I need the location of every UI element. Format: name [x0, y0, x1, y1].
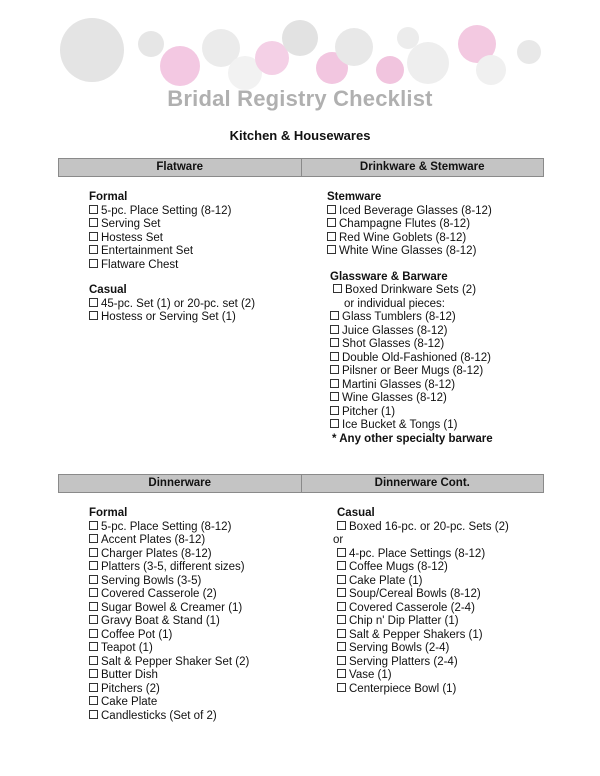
checklist-item[interactable]: Cake Plate	[89, 696, 249, 710]
checkbox-icon[interactable]	[330, 338, 339, 347]
flatware-casual-heading: Casual	[89, 284, 127, 296]
checkbox-icon[interactable]	[89, 602, 98, 611]
checkbox-icon[interactable]	[89, 245, 98, 254]
checklist-item[interactable]: Platters (3-5, different sizes)	[89, 561, 249, 575]
checklist-item[interactable]: Coffee Pot (1)	[89, 629, 249, 643]
checkbox-icon[interactable]	[330, 379, 339, 388]
checkbox-icon[interactable]	[89, 656, 98, 665]
checkbox-icon[interactable]	[89, 259, 98, 268]
checkbox-icon[interactable]	[327, 218, 336, 227]
checklist-item[interactable]: 45-pc. Set (1) or 20-pc. set (2)	[89, 298, 255, 312]
dinnerware-cont-column	[333, 507, 509, 696]
bubble-gray	[476, 55, 506, 85]
dinnerware-casual-heading: Casual	[337, 507, 375, 519]
checklist-item[interactable]: Soup/Cereal Bowls (8-12)	[333, 588, 509, 602]
checklist-item[interactable]: Vase (1)	[333, 669, 509, 683]
checklist-item[interactable]: White Wine Glasses (8-12)	[327, 245, 493, 259]
bubble-gray	[60, 18, 124, 82]
checkbox-icon[interactable]	[89, 669, 98, 678]
bubble-pink	[255, 41, 289, 75]
decorative-bubbles	[0, 0, 600, 100]
page-title: Bridal Registry Checklist	[167, 86, 433, 111]
checkbox-icon[interactable]	[89, 561, 98, 570]
flatware-header: Flatware	[156, 161, 204, 173]
checklist-item[interactable]: Covered Casserole (2-4)	[333, 602, 509, 616]
checklist-item[interactable]: Charger Plates (8-12)	[89, 548, 249, 562]
checkbox-icon[interactable]	[333, 284, 342, 293]
checkbox-icon[interactable]	[337, 683, 346, 692]
checkbox-icon[interactable]	[89, 575, 98, 584]
checkbox-icon[interactable]	[89, 683, 98, 692]
checklist-item[interactable]: Champagne Flutes (8-12)	[327, 218, 493, 232]
checklist-item[interactable]: Sugar Bowel & Creamer (1)	[89, 602, 249, 616]
checklist-item[interactable]: Boxed 16-pc. or 20-pc. Sets (2)	[333, 521, 509, 535]
drinkware-column	[327, 191, 493, 446]
checkbox-icon[interactable]	[89, 311, 98, 320]
checkbox-icon[interactable]	[89, 205, 98, 214]
checkbox-icon[interactable]	[330, 392, 339, 401]
checkbox-icon[interactable]	[89, 218, 98, 227]
checklist-item[interactable]: Coffee Mugs (8-12)	[333, 561, 509, 575]
checklist-item[interactable]: Hostess or Serving Set (1)	[89, 311, 255, 325]
checklist-item[interactable]: Flatware Chest	[89, 259, 255, 273]
stemware-heading: Stemware	[327, 191, 382, 203]
checklist-item[interactable]: Red Wine Goblets (8-12)	[327, 232, 493, 246]
checkbox-icon[interactable]	[327, 245, 336, 254]
checklist-item[interactable]: Shot Glasses (8-12)	[327, 338, 493, 352]
bubble-gray	[397, 27, 419, 49]
dinnerware-header: Dinnerware	[148, 477, 212, 489]
glassware-heading: Glassware & Barware	[330, 270, 448, 283]
section-header-band	[58, 474, 544, 493]
bubble-gray	[335, 28, 373, 66]
checklist-item[interactable]: Martini Glasses (8-12)	[327, 379, 493, 393]
checkbox-icon[interactable]	[89, 710, 98, 719]
section-subtitle: Kitchen & Housewares	[229, 128, 371, 143]
checklist-item[interactable]: Candlesticks (Set of 2)	[89, 710, 249, 724]
checklist-item[interactable]: Serving Bowls (2-4)	[333, 642, 509, 656]
checklist-item[interactable]: Serving Set	[89, 218, 255, 232]
checklist-item[interactable]: Centerpiece Bowl (1)	[333, 683, 509, 697]
bubble-gray	[282, 20, 318, 56]
checklist-item[interactable]: Serving Platters (2-4)	[333, 656, 509, 670]
bubble-pink	[160, 46, 200, 86]
checkbox-icon[interactable]	[89, 232, 98, 241]
bubble-gray	[407, 42, 449, 84]
checklist-item[interactable]: Butter Dish	[89, 669, 249, 683]
checklist-item[interactable]: Chip n' Dip Platter (1)	[333, 615, 509, 629]
checkbox-icon[interactable]	[327, 232, 336, 241]
checkbox-icon[interactable]	[89, 696, 98, 705]
checklist-item[interactable]: Salt & Pepper Shaker Set (2)	[89, 656, 249, 670]
checkbox-icon[interactable]	[330, 325, 339, 334]
checkbox-icon[interactable]	[337, 521, 346, 530]
checkbox-icon[interactable]	[89, 615, 98, 624]
checkbox-icon[interactable]	[337, 629, 346, 638]
checkbox-icon[interactable]	[337, 615, 346, 624]
checklist-item[interactable]: Entertainment Set	[89, 245, 255, 259]
flatware-formal-heading: Formal	[89, 191, 128, 203]
checklist-item[interactable]: 4-pc. Place Settings (8-12)	[333, 548, 509, 562]
checklist-item[interactable]: Ice Bucket & Tongs (1)	[327, 419, 493, 433]
checklist-item[interactable]: Double Old-Fashioned (8-12)	[327, 352, 493, 366]
checklist-item[interactable]: Accent Plates (8-12)	[89, 534, 249, 548]
checkbox-icon[interactable]	[337, 575, 346, 584]
checklist-item[interactable]: Gravy Boat & Stand (1)	[89, 615, 249, 629]
checkbox-icon[interactable]	[89, 548, 98, 557]
checkbox-icon[interactable]	[330, 352, 339, 361]
checkbox-icon[interactable]	[89, 534, 98, 543]
bubble-pink	[376, 56, 404, 84]
checklist-item[interactable]: Iced Beverage Glasses (8-12)	[327, 205, 493, 219]
checklist-item[interactable]: Pitcher (1)	[327, 406, 493, 420]
checklist-item[interactable]: Teapot (1)	[89, 642, 249, 656]
checkbox-icon[interactable]	[330, 365, 339, 374]
checklist-item[interactable]: Pitchers (2)	[89, 683, 249, 697]
checkbox-icon[interactable]	[330, 406, 339, 415]
checkbox-icon[interactable]	[330, 311, 339, 320]
checkbox-icon[interactable]	[337, 602, 346, 611]
checkbox-icon[interactable]	[337, 548, 346, 557]
drinkware-header: Drinkware & Stemware	[301, 159, 544, 176]
checklist-item[interactable]: 5-pc. Place Setting (8-12)	[89, 205, 255, 219]
checkbox-icon[interactable]	[89, 629, 98, 638]
checkbox-icon[interactable]	[337, 561, 346, 570]
checklist-item[interactable]: Glass Tumblers (8-12)	[327, 311, 493, 325]
flatware-column	[89, 191, 255, 325]
glassware-continuation: or individual pieces:	[344, 297, 446, 310]
checkbox-icon[interactable]	[89, 642, 98, 651]
checkbox-icon[interactable]	[337, 588, 346, 597]
checklist-item[interactable]: Serving Bowls (3-5)	[89, 575, 249, 589]
checkbox-icon[interactable]	[337, 656, 346, 665]
checkbox-icon[interactable]	[327, 205, 336, 214]
bubble-gray	[517, 40, 541, 64]
checkbox-icon[interactable]	[330, 419, 339, 428]
checklist-item[interactable]: Juice Glasses (8-12)	[327, 325, 493, 339]
checklist-item[interactable]: Boxed Drinkware Sets (2)	[327, 284, 493, 298]
bubble-gray	[138, 31, 164, 57]
checklist-item[interactable]: Cake Plate (1)	[333, 575, 509, 589]
checklist-item[interactable]: 5-pc. Place Setting (8-12)	[89, 521, 249, 535]
checkbox-icon[interactable]	[337, 642, 346, 651]
specialty-barware-note: * Any other specialty barware	[332, 432, 493, 445]
checkbox-icon[interactable]	[89, 298, 98, 307]
dinnerware-cont-header: Dinnerware Cont.	[301, 475, 544, 492]
or-separator: or	[333, 534, 344, 546]
checklist-item[interactable]: Pilsner or Beer Mugs (8-12)	[327, 365, 493, 379]
section-header-band	[58, 158, 544, 177]
dinnerware-formal-heading: Formal	[89, 507, 128, 519]
checklist-item[interactable]: Salt & Pepper Shakers (1)	[333, 629, 509, 643]
checkbox-icon[interactable]	[337, 669, 346, 678]
checklist-item[interactable]: Hostess Set	[89, 232, 255, 246]
checkbox-icon[interactable]	[89, 588, 98, 597]
checklist-item[interactable]: Covered Casserole (2)	[89, 588, 249, 602]
checkbox-icon[interactable]	[89, 521, 98, 530]
checklist-item[interactable]: Wine Glasses (8-12)	[327, 392, 493, 406]
dinnerware-column	[89, 507, 249, 723]
